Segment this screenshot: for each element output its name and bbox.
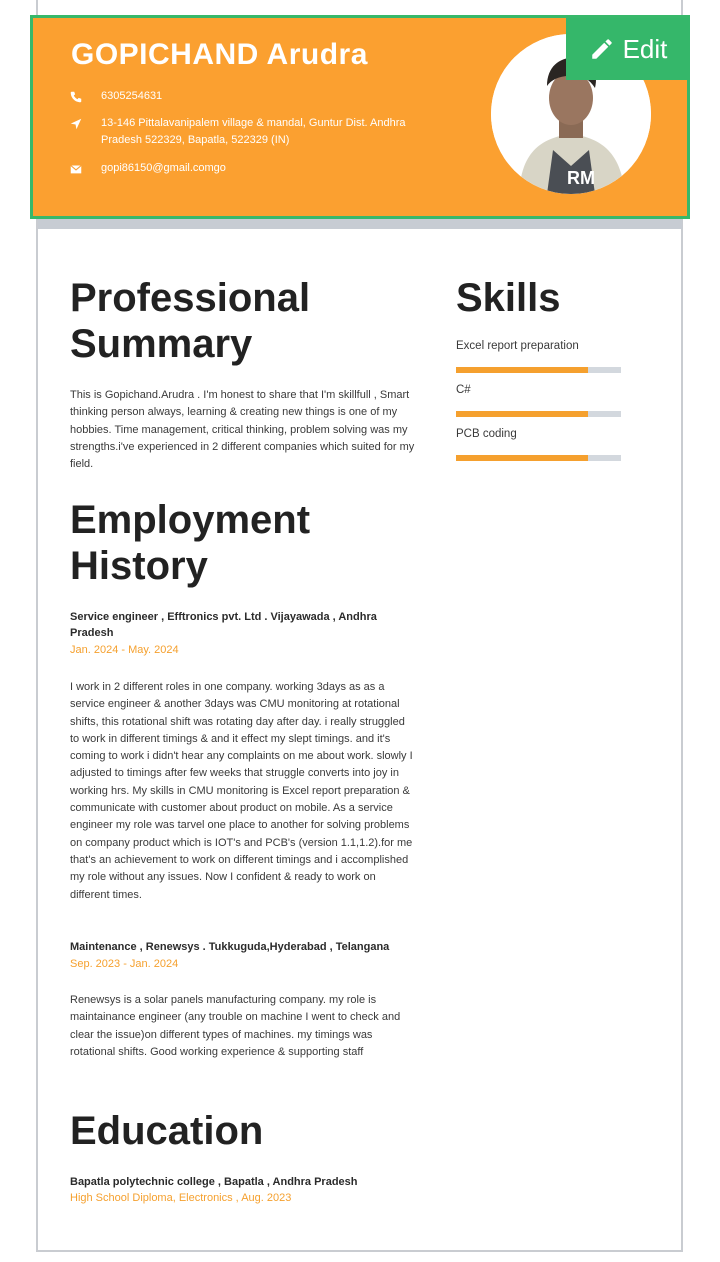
- summary-text: This is Gopichand.Arudra . I'm honest to share that I'm skillfull , Smart thinking person always, learning & creating new things is one of my hobbies. Time management, critical thinking, problem solving was my strengths.i've experienced in 2 different companies which suited for my field.: [70, 389, 415, 471]
- envelope-icon: [69, 162, 83, 176]
- summary-heading: Professional Summary: [70, 276, 311, 366]
- edit-button[interactable]: [566, 18, 690, 80]
- skill-label: Excel report preparation: [456, 340, 579, 352]
- job-title: Service engineer , Efftronics pvt. Ltd . Vijayawada , Andhra Pradesh: [70, 611, 377, 639]
- job-description: Renewsys is a solar panels manufacturing company. my role is maintainance engineer (any trouble on machine I went to check and clear the issue)on different types of machines. my timings was rotational shifts. Good working experience & supporting staff: [70, 994, 401, 1058]
- skill-bar-track: [456, 367, 621, 373]
- employment-heading: Employment History: [70, 498, 311, 588]
- pencil-icon: [589, 36, 615, 62]
- skill-bar-track: [456, 455, 621, 461]
- skill-label: PCB coding: [456, 428, 517, 440]
- resume-header[interactable]: [30, 15, 690, 219]
- skills-heading: Skills: [456, 276, 561, 320]
- skill-bar-fill: [456, 367, 588, 373]
- edit-label: Edit: [622, 33, 668, 64]
- education-degree: High School Diploma, Electronics , Aug. 2023: [70, 1192, 292, 1204]
- location-arrow-icon: [69, 117, 83, 131]
- skill-label: C#: [456, 384, 471, 396]
- skill-bar-track: [456, 411, 621, 417]
- svg-text:RM: RM: [567, 168, 595, 188]
- skill-bar-fill: [456, 455, 588, 461]
- address-text: 13-146 Pittalavanipalem village & mandal, Guntur Dist. Andhra Pradesh 522329, Bapatla, 522329 (IN): [101, 117, 406, 146]
- job-dates: Sep. 2023 - Jan. 2024: [70, 958, 179, 970]
- education-heading: Education: [70, 1109, 264, 1153]
- email-text: gopi86150@gmail.comgo: [101, 162, 226, 174]
- education-school: Bapatla polytechnic college , Bapatla , Andhra Pradesh: [70, 1176, 358, 1188]
- phone-text: 6305254631: [101, 90, 163, 102]
- job-dates: Jan. 2024 - May. 2024: [70, 644, 179, 656]
- candidate-name: GOPICHAND Arudra: [71, 38, 368, 71]
- job-description: I work in 2 different roles in one company. working 3days as as a service engineer & another 3days was CMU monitoring at rotational shifts, this rotational shift was rotating day after day. i really struggled to work in different timings & and it effect my slept timings. and it's coming to work i didn't hear any complaints on me about work. slowly I adjusted to timings after few weeks that struggle converts into joy in working hrs. My skills in CMU monitoring is Excel report preparation & communicate with customer about product on mobile. As a service engineer my role was tarvel one place to another for solving problems on company product which is IOT's and PCB's (version 1.1,1.2).for me that's an achievement to work on different timings and i accomplished my role without any issues. Now I confident & ready to work on different times.: [70, 681, 413, 901]
- skill-bar-fill: [456, 411, 588, 417]
- job-title: Maintenance , Renewsys . Tukkuguda,Hyderabad , Telangana: [70, 941, 390, 953]
- phone-icon: [69, 90, 83, 104]
- header-shadow: [38, 219, 682, 229]
